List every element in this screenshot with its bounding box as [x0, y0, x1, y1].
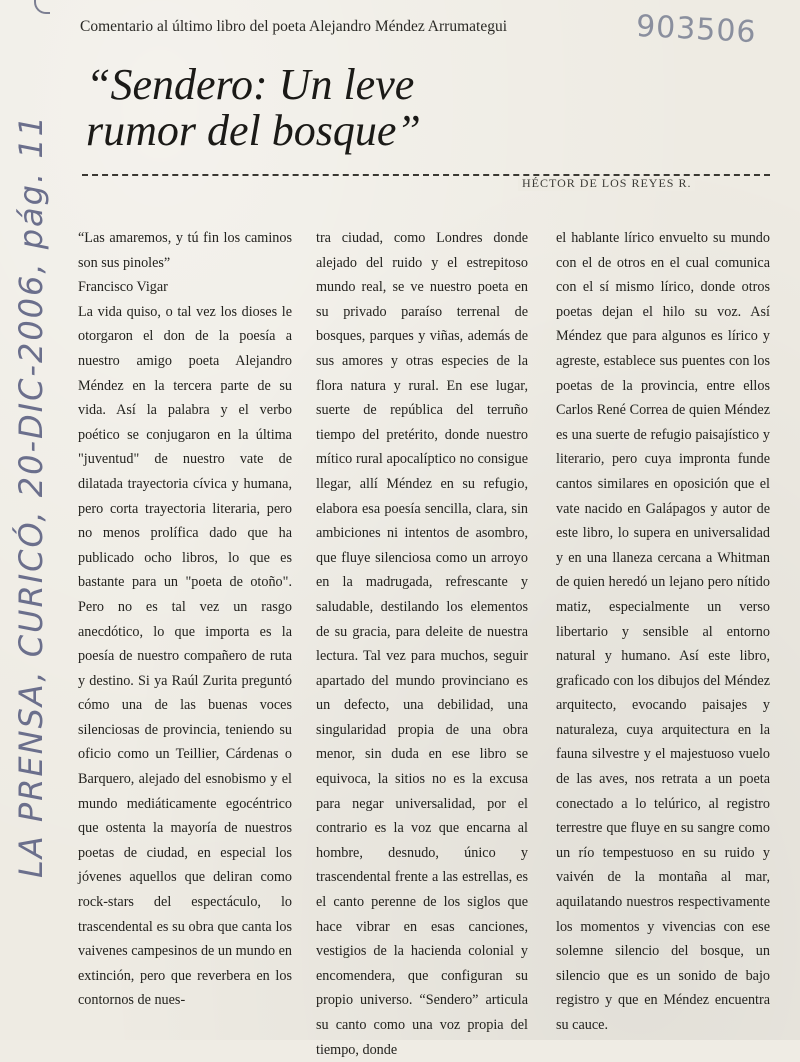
article-title: “Sendero: Un leve rumor del bosque”: [86, 60, 421, 155]
column-text: La vida quiso, o tal vez los dioses le otorgaron el don de la poesía a nuestro amigo poeta Alejandro Méndez en la tercera parte de su vida. Así la palabra y el verbo poético se conjugaron en la última "juventud" de nuestro vate de dilatada trayectoria cívica y humana, pero corta trayectoria literaria, pero no menos prolífica dado que ha publicado ocho libros, lo que es bastante para un "poeta de otoño". Pero no es tal vez un rasgo anecdótico, lo que importa es la poesía de nuestro compañero de ruta y destino. Si ya Raúl Zurita preguntó cómo una de las buenas voces silenciosas de provincia, teniendo su oficio como un Teillier, Cárdenas o Barquero, alejado del esnobismo y el mundo mediáticamente egocéntrico que ostenta la mayoría de nuestros poetas de ciudad, en especial los jóvenes aquellos que deliran como rock-stars del espectáculo, lo trascendental es su obra que canta los vaivenes campesinos de un mundo en extinción, pero que reverbera en los contornos de nues-: [78, 303, 292, 1009]
archive-reference-number: 903506: [635, 8, 758, 51]
column-text: el hablante lírico envuelto su mundo con el de otros en el cual comunica con el sí mismo lírico, donde otros poetas dejan el hilo su voz. Así Méndez que para algunos es lírico y agreste, establece sus puentes con los poetas de la provincia, entre ellos Carlos René Correa de quien Méndez es una suerte de refugio paisajístico y literario, pero cuya impronta funde cantos similares en oposición que el vate nacido en Galápagos y autor de este libro, lo supera en universalidad y en una llaneza cercana a Whitman de quien heredó un lejano pero nítido matiz, especialmente un verso libertario y sensible al entorno natural y humano. Así este libro, graficado con los dibujos del Méndez arquitecto, evocando paisajes y naturaleza, cuya arquitectura en la fauna silvestre y el majestuoso vuelo de las aves, nos retrata a un poeta conectado a lo telúrico, al registro terrestre que fluye en su sangre como un río tempestuoso en su ruido y vaivén de la montaña al mar, aquilatando nuestros respectivamente los momentos y vivencias con ese solemne silencio del bosque, un silencio que es un sonido de bajo registro y que en Méndez encuentra su cauce.: [556, 230, 770, 1033]
article-byline: HÉCTOR DE LOS REYES R.: [518, 176, 695, 191]
pen-mark: [34, 0, 50, 14]
article-column-1: [78, 226, 292, 1013]
handwritten-source-note: LA PRENSA, CURICÓ, 20-DIC-2006, pág. 11: [12, 113, 50, 878]
column-text: tra ciudad, como Londres donde alejado del ruido y el estrepitoso mundo real, se ve nuestro poeta en su privado paraíso terrenal de bosques, parques y viñas, además de sus amores y otras especies de la flora natura y rural. En ese lugar, suerte de república del terruño tiempo del pretérito, donde nuestro mítico rural apocalíptico no consigue llegar, allí Méndez en su refugio, elabora esa poesía sencilla, clara, sin ambiciones ni intentos de asombro, que fluye silenciosa como un arroyo en la madrugada, refrescante y saludable, destilando los elementos de su gracia, para deleite de nuestra lectura. Tal vez para muchos, seguir apartado del mundo provinciano es un defecto, una debilidad, una singularidad propia de una obra menor, sin duda en ese libro se equivoca, la sitios no es la excusa para negar universalidad, por el contrario es la voz que encarna al hombre, desnudo, único y trascendental frente a las estrellas, es el canto perenne de los siglos que hace vibrar en esas canciones, vestigios de la hacienda colonial y encomendera, que configuran su propio universo. “Sendero” articula su canto como una voz propia del tiempo, donde: [316, 230, 528, 1058]
article-column-3: [556, 226, 770, 1038]
epigraph-quote: “Las amaremos, y tú fin los caminos son sus pinoles”: [78, 230, 292, 271]
article-kicker: Comentario al último libro del poeta Alejandro Méndez Arrumategui: [80, 18, 507, 35]
epigraph-author: Francisco Vigar: [78, 279, 168, 296]
article-column-2: [316, 226, 528, 1062]
